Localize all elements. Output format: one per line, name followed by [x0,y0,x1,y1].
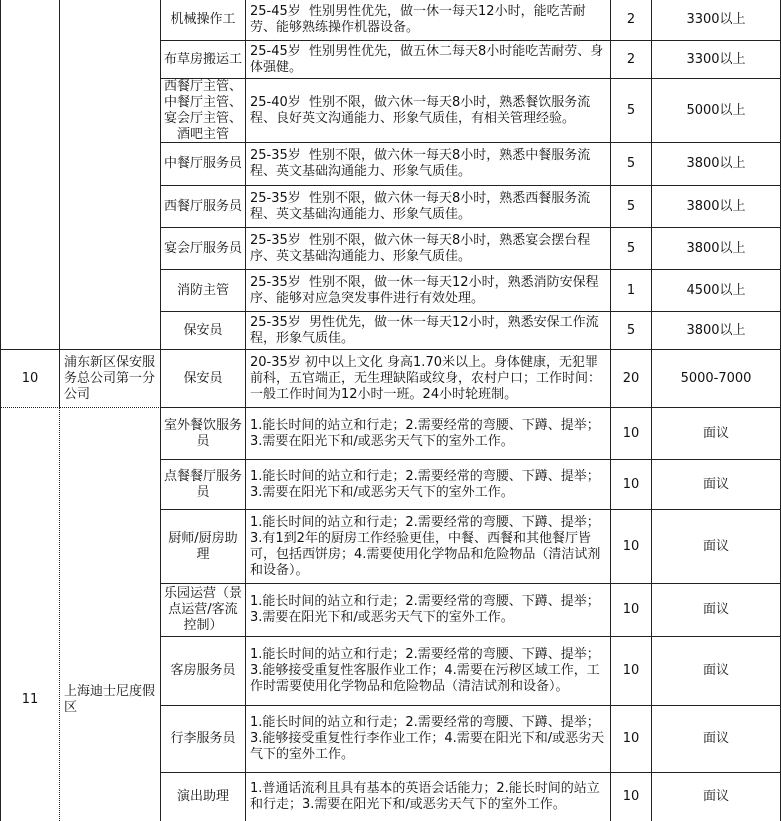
salary-cell: 面议 [652,706,781,773]
position-cell: 中餐厅服务员 [161,143,246,186]
position-cell: 点餐餐厅服务员 [161,460,246,510]
headcount-cell: 10 [611,408,652,460]
headcount-cell: 20 [611,350,652,408]
requirements-cell: 25-35岁 性别不限，做六休一每天8小时，熟悉中餐服务流程、英文基础沟通能力、形象气质佳。 [246,143,611,186]
salary-cell: 3800以上 [652,228,781,270]
serial-number-cell: 11 [1,408,60,821]
headcount-cell: 5 [611,186,652,228]
requirements-cell: 20-35岁 初中以上文化 身高1.70米以上。身体健康，无犯罪前科，五官端正，无生理缺陷或纹身，农村户口；工作时间：一般工作时间为12小时一班。24小时轮班制。 [246,350,611,408]
position-cell: 乐园运营（景点运营/客流控制） [161,584,246,637]
salary-cell: 3800以上 [652,186,781,228]
company-cell: 浦东新区保安服务总公司第一分公司 [60,350,161,408]
salary-cell: 3300以上 [652,41,781,79]
salary-cell: 面议 [652,773,781,821]
headcount-cell: 1 [611,270,652,312]
salary-cell: 3800以上 [652,312,781,350]
serial-number-cell [1,0,60,350]
headcount-cell: 10 [611,460,652,510]
position-cell: 行李服务员 [161,706,246,773]
salary-cell: 面议 [652,408,781,460]
salary-cell: 面议 [652,584,781,637]
requirements-cell: 25-35岁 性别不限，做一休一每天12小时，熟悉消防安保程序、能够对应急突发事件进行有效处理。 [246,270,611,312]
headcount-cell: 10 [611,637,652,706]
position-cell: 厨师/厨房助理 [161,510,246,584]
serial-number-cell: 10 [1,350,60,408]
requirements-cell: 1.能长时间的站立和行走；2.需要经常的弯腰、下蹲、提举；3.需要在阳光下和/或恶劣天气下的室外工作。 [246,460,611,510]
requirements-cell: 1.能长时间的站立和行走；2.需要经常的弯腰、下蹲、提举；3.需要在阳光下和/或恶劣天气下的室外工作。 [246,408,611,460]
salary-cell: 5000-7000 [652,350,781,408]
requirements-cell: 25-35岁 性别不限，做六休一每天8小时，熟悉西餐服务流程、英文基础沟通能力、形象气质佳。 [246,186,611,228]
salary-cell: 面议 [652,637,781,706]
position-cell: 客房服务员 [161,637,246,706]
requirements-cell: 25-45岁 性别男性优先，做一休一每天12小时，能吃苦耐劳、能够熟练操作机器设备。 [246,0,611,41]
position-cell: 消防主管 [161,270,246,312]
headcount-cell: 10 [611,584,652,637]
position-cell: 西餐厅服务员 [161,186,246,228]
headcount-cell: 5 [611,79,652,143]
position-cell: 西餐厅主管、中餐厅主管、宴会厅主管、酒吧主管 [161,79,246,143]
requirements-cell: 25-40岁 性别不限，做六休一每天8小时，熟悉餐饮服务流程、良好英文沟通能力、形象气质佳，有相关管理经验。 [246,79,611,143]
requirements-cell: 1.普通话流利且具有基本的英语会话能力；2.能长时间的站立和行走；3.需要在阳光下和/或恶劣天气下的室外工作。 [246,773,611,821]
salary-cell: 5000以上 [652,79,781,143]
position-cell: 宴会厅服务员 [161,228,246,270]
headcount-cell: 10 [611,706,652,773]
requirements-cell: 1.能长时间的站立和行走；2.需要经常的弯腰、下蹲、提举；3.能够接受重复性客服作业工作；4.需要在污秽区域工作，工作时需要使用化学物品和危险物品（清洁试剂和设备）。 [246,637,611,706]
salary-cell: 3300以上 [652,0,781,41]
salary-cell: 3800以上 [652,143,781,186]
requirements-cell: 25-35岁 性别不限，做六休一每天8小时，熟悉宴会摆台程序、英文基础沟通能力、形象气质佳。 [246,228,611,270]
headcount-cell: 2 [611,0,652,41]
position-cell: 保安员 [161,350,246,408]
headcount-cell: 5 [611,143,652,186]
headcount-cell: 10 [611,510,652,584]
salary-cell: 4500以上 [652,270,781,312]
salary-cell: 面议 [652,510,781,584]
requirements-cell: 1.能长时间的站立和行走；2.需要经常的弯腰、下蹲、提举；3.需要在阳光下和/或恶劣天气下的室外工作。 [246,584,611,637]
requirements-cell: 25-45岁 性别男性优先，做五休二每天8小时能吃苦耐劳、身体强健。 [246,41,611,79]
headcount-cell: 2 [611,41,652,79]
position-cell: 布草房搬运工 [161,41,246,79]
salary-cell: 面议 [652,460,781,510]
headcount-cell: 5 [611,228,652,270]
position-cell: 保安员 [161,312,246,350]
requirements-cell: 1.能长时间的站立和行走；2.需要经常的弯腰、下蹲、提举；3.能够接受重复性行李作业工作；4.需要在阳光下和/或恶劣天气下的室外工作。 [246,706,611,773]
position-cell: 机械操作工 [161,0,246,41]
requirements-cell: 25-35岁 男性优先，做一休一每天12小时，熟悉安保工作流程，形象气质佳。 [246,312,611,350]
position-cell: 演出助理 [161,773,246,821]
headcount-cell: 5 [611,312,652,350]
company-cell: 上海迪士尼度假区 [60,408,161,821]
requirements-cell: 1.能长时间的站立和行走；2.需要经常的弯腰、下蹲、提举；3.有1到2年的厨房工作经验更佳，中餐、西餐和其他餐厅皆可，包括西饼房；4.需要使用化学物品和危险物品（清洁试剂和设备）。 [246,510,611,584]
headcount-cell: 10 [611,773,652,821]
position-cell: 室外餐饮服务员 [161,408,246,460]
company-cell [60,0,161,350]
